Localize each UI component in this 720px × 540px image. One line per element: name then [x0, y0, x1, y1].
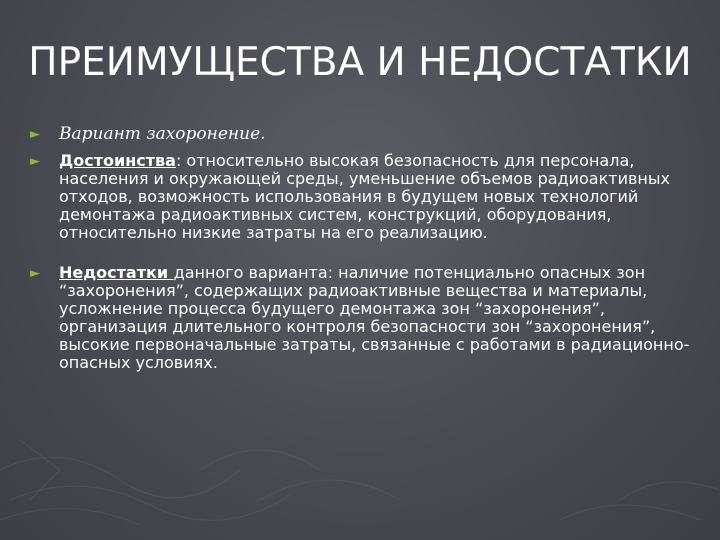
disadvantages-text: данного варианта: наличие потенциально опасных зон “захоронения”, содержащих радиоактивные вещества и материалы, усложнение процесса будущего демонтажа зон “захоронения”, организация длительного контроля безопасности зон “захоронения”, высокие первоначальные затраты, связанные с работами в радиационно-опасных условиях.	[59, 263, 690, 372]
bullet-arrow-icon: ►	[30, 154, 40, 169]
bullet-list	[30, 125, 700, 372]
advantages-heading: Достоинства	[59, 151, 176, 170]
bullet-arrow-icon: ►	[30, 266, 40, 281]
bullet-disadvantages	[30, 264, 700, 372]
slide-title: ПРЕИМУЩЕСТВА И НЕДОСТАТКИ	[28, 40, 692, 85]
variant-text: Вариант захоронение.	[59, 124, 266, 144]
bullet-advantages	[30, 152, 700, 242]
disadvantages-heading: Недостатки	[59, 263, 174, 282]
bullet-variant	[30, 125, 700, 143]
bullet-arrow-icon: ►	[30, 127, 40, 142]
advantages-text: : относительно высокая безопасность для персонала, населения и окружающей среды, уменьшение объемов радиоактивных отходов, возможность использования в будущем новых технологий демонтажа радиоактивных систем, конструкций, оборудования, относительно низкие затраты на его реализацию.	[59, 151, 670, 242]
